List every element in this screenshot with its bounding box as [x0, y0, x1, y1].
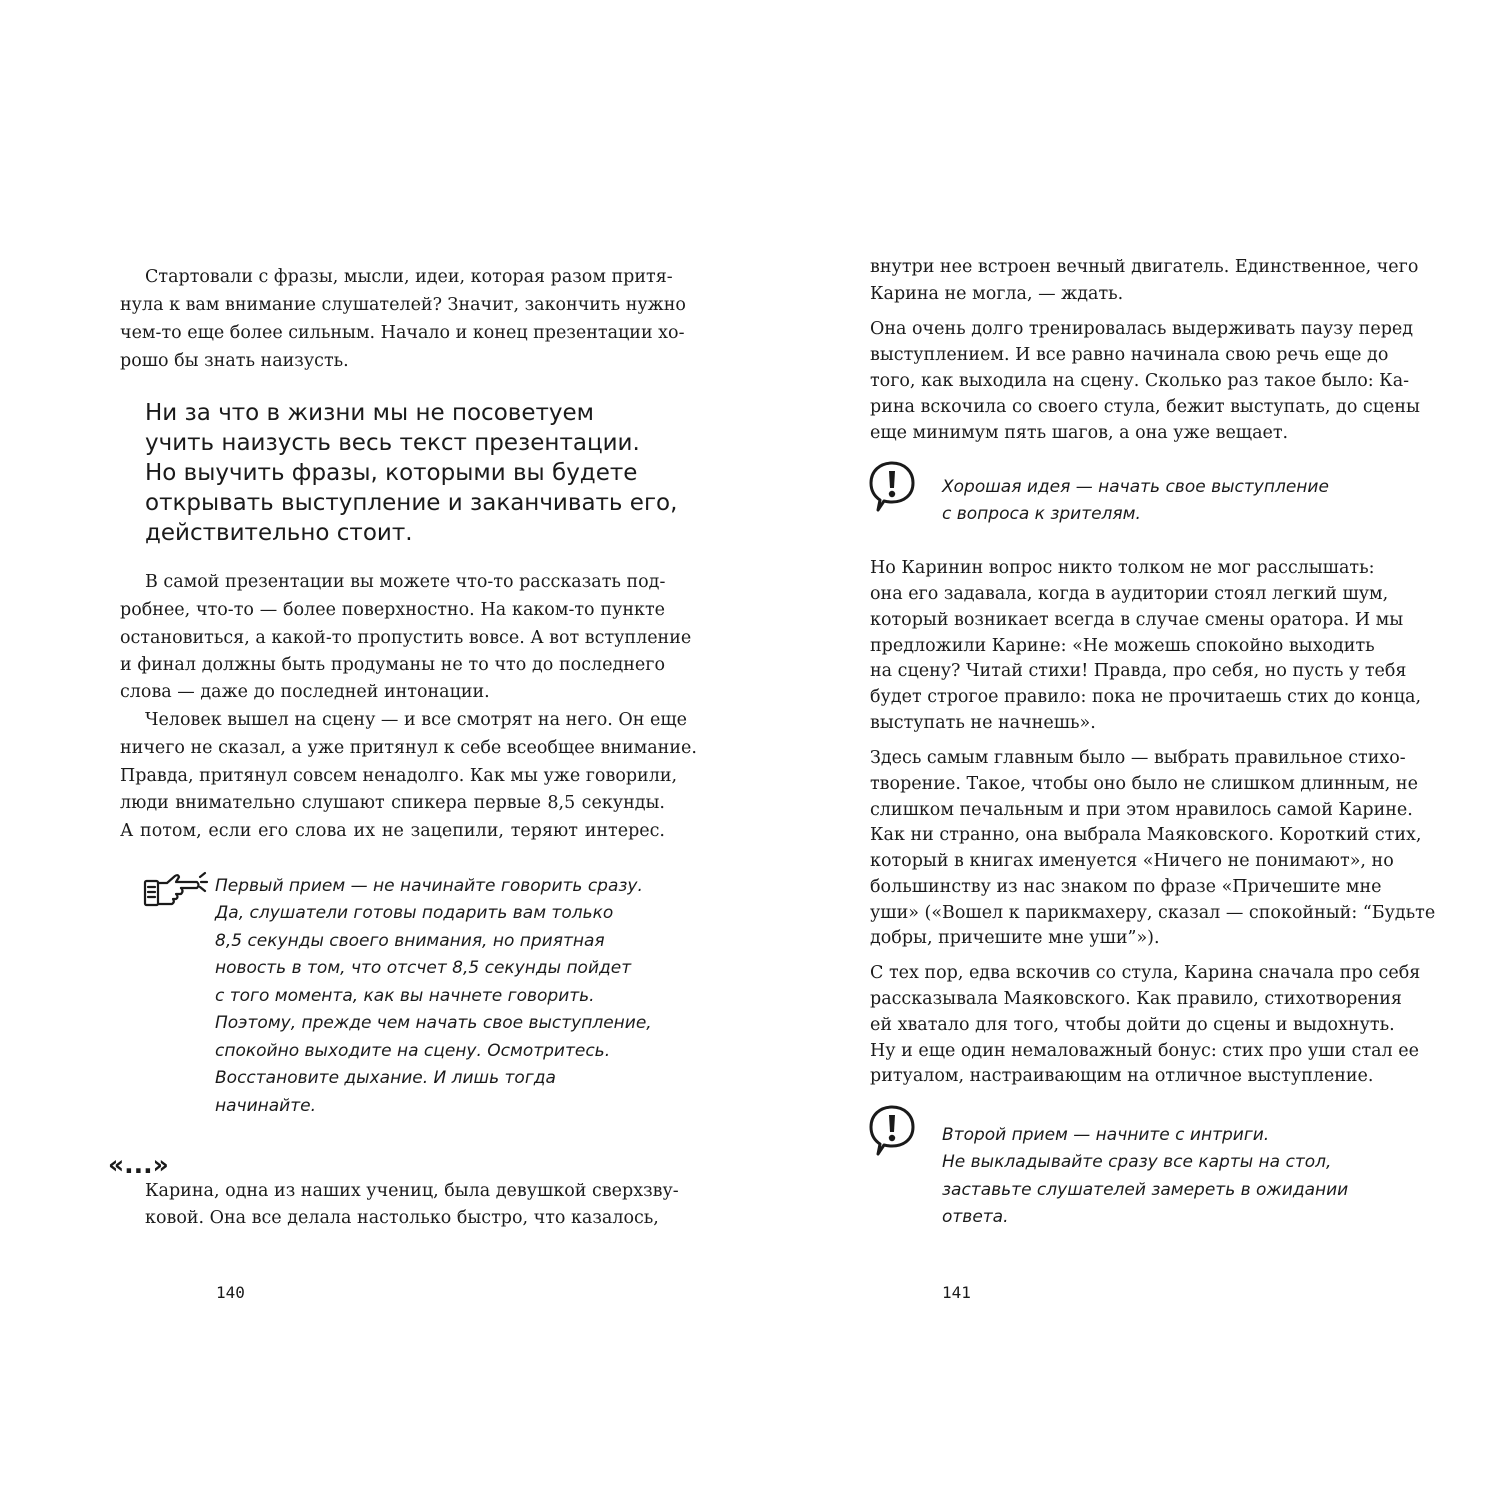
body-line: внутри нее встроен вечный двигатель. Единственное, чего: [870, 257, 1419, 277]
tip-line: Восстановите дыхание. И лишь тогда: [215, 1068, 556, 1088]
page-number: 140: [216, 1283, 245, 1302]
body-line: Карина не могла, — ждать.: [870, 284, 1124, 304]
right-page: [750, 0, 1500, 1500]
tip-line: с вопроса к зрителям.: [942, 504, 1141, 524]
tip-line: заставьте слушателей замереть в ожидании: [942, 1180, 1349, 1200]
exclamation-bubble-icon: [868, 1104, 916, 1158]
body-line: Как ни странно, она выбрала Маяковского. Короткий стих,: [870, 825, 1422, 845]
pull-quote-line: действительно стоит.: [145, 520, 413, 546]
body-line: творение. Такое, чтобы оно было не слишком длинным, не: [870, 774, 1418, 794]
body-line: Но Каринин вопрос никто толком не мог расслышать:: [870, 558, 1375, 578]
body-line: Ну и еще один немаловажный бонус: стих про уши стал ее: [870, 1041, 1419, 1061]
body-line: Здесь самым главным было — выбрать правильное стихо-: [870, 748, 1406, 768]
page-number: 141: [942, 1283, 971, 1302]
body-line: выступать не начнешь».: [870, 713, 1096, 733]
body-line: Правда, притянул совсем ненадолго. Как мы уже говорили,: [120, 766, 678, 786]
body-line: остановиться, а какой-то пропустить вовсе. А вот вступление: [120, 628, 692, 648]
tip-line: 8,5 секунды своего внимания, но приятная: [215, 931, 605, 951]
body-line: рассказывала Маяковского. Как правило, стихотворения: [870, 989, 1402, 1009]
body-line: она его задавала, когда в аудитории стоял легкий шум,: [870, 584, 1389, 604]
body-line: того, как выходила на сцену. Сколько раз такое было: Ка-: [870, 371, 1410, 391]
body-line: ничего не сказал, а уже притянул к себе всеобщее внимание.: [120, 738, 697, 758]
body-line: рина вскочила со своего стула, бежит выступать, до сцены: [870, 397, 1420, 417]
pull-quote-line: открывать выступление и заканчивать его,: [145, 490, 678, 516]
intro-line: Стартовали с фразы, мысли, идеи, которая разом притя-: [145, 267, 673, 287]
omission-marker: «...»: [108, 1150, 169, 1179]
body-line: будет строгое правило: пока не прочитаешь стих до конца,: [870, 687, 1422, 707]
tip-line: начинайте.: [215, 1096, 316, 1116]
intro-line: рошо бы знать наизусть.: [120, 351, 349, 371]
pull-quote-line: Но выучить фразы, которыми вы будете: [145, 460, 638, 486]
body-line: выступлением. И все равно начинала свою речь еще до: [870, 345, 1389, 365]
body-line: большинству из нас знаком по фразе «Причешите мне: [870, 877, 1382, 897]
tail-line: ковой. Она все делала настолько быстро, что казалось,: [145, 1208, 659, 1228]
body-line: А потом, если его слова их не зацепили, теряют интерес.: [120, 821, 665, 841]
body-line: на сцену? Читай стихи! Правда, про себя, но пусть у тебя: [870, 661, 1407, 681]
body-line: робнее, что-то — более поверхностно. На каком-то пункте: [120, 600, 665, 620]
tip-line: Поэтому, прежде чем начать свое выступление,: [215, 1013, 652, 1033]
body-line: В самой презентации вы можете что-то рассказать под-: [145, 572, 666, 592]
body-line: который в книгах именуется «Ничего не понимают», но: [870, 851, 1394, 871]
body-line: добры, причешите мне уши”»).: [870, 928, 1160, 948]
body-line: предложили Карине: «Не можешь спокойно выходить: [870, 636, 1375, 656]
body-line: слишком печальным и при этом нравилось самой Карине.: [870, 800, 1413, 820]
tip-line: Хорошая идея — начать свое выступление: [942, 477, 1329, 497]
tip-line: Первый прием — не начинайте говорить сразу.: [215, 876, 643, 896]
pointing-hand-icon: [143, 868, 209, 914]
body-line: еще минимум пять шагов, а она уже вещает.: [870, 423, 1289, 443]
body-line: С тех пор, едва вскочив со стула, Карина сначала про себя: [870, 963, 1421, 983]
body-line: люди внимательно слушают спикера первые 8,5 секунды.: [120, 793, 665, 813]
tip-line: Не выкладывайте сразу все карты на стол,: [942, 1152, 1332, 1172]
body-line: который возникает всегда в случае смены оратора. И мы: [870, 610, 1404, 630]
body-line: Человек вышел на сцену — и все смотрят на него. Он еще: [145, 710, 687, 730]
tip-line: спокойно выходите на сцену. Осмотритесь.: [215, 1041, 611, 1061]
pull-quote-line: учить наизусть весь текст презентации.: [145, 430, 640, 456]
pull-quote-line: Ни за что в жизни мы не посоветуем: [145, 400, 594, 426]
body-line: уши» («Вошел к парикмахеру, сказал — спокойный: “Будьте: [870, 903, 1436, 923]
body-line: ей хватало для того, чтобы дойти до сцены и выдохнуть.: [870, 1015, 1395, 1035]
tip-line: Да, слушатели готовы подарить вам только: [215, 903, 614, 923]
tail-line: Карина, одна из наших учениц, была девушкой сверхзву-: [145, 1181, 679, 1201]
intro-line: чем-то еще более сильным. Начало и конец презентации хо-: [120, 323, 685, 343]
exclamation-bubble-icon: [868, 460, 916, 514]
body-line: ритуалом, настраивающим на отличное выступление.: [870, 1066, 1374, 1086]
tip-line: новость в том, что отсчет 8,5 секунды пойдет: [215, 958, 632, 978]
tip-line: ответа.: [942, 1207, 1009, 1227]
body-line: слова — даже до последней интонации.: [120, 682, 490, 702]
intro-line: нула к вам внимание слушателей? Значит, закончить нужно: [120, 295, 686, 315]
body-line: и финал должны быть продуманы не то что до последнего: [120, 655, 665, 675]
body-line: Она очень долго тренировалась выдерживать паузу перед: [870, 319, 1414, 339]
tip-line: с того момента, как вы начнете говорить.: [215, 986, 595, 1006]
tip-line: Второй прием — начните с интриги.: [942, 1125, 1270, 1145]
